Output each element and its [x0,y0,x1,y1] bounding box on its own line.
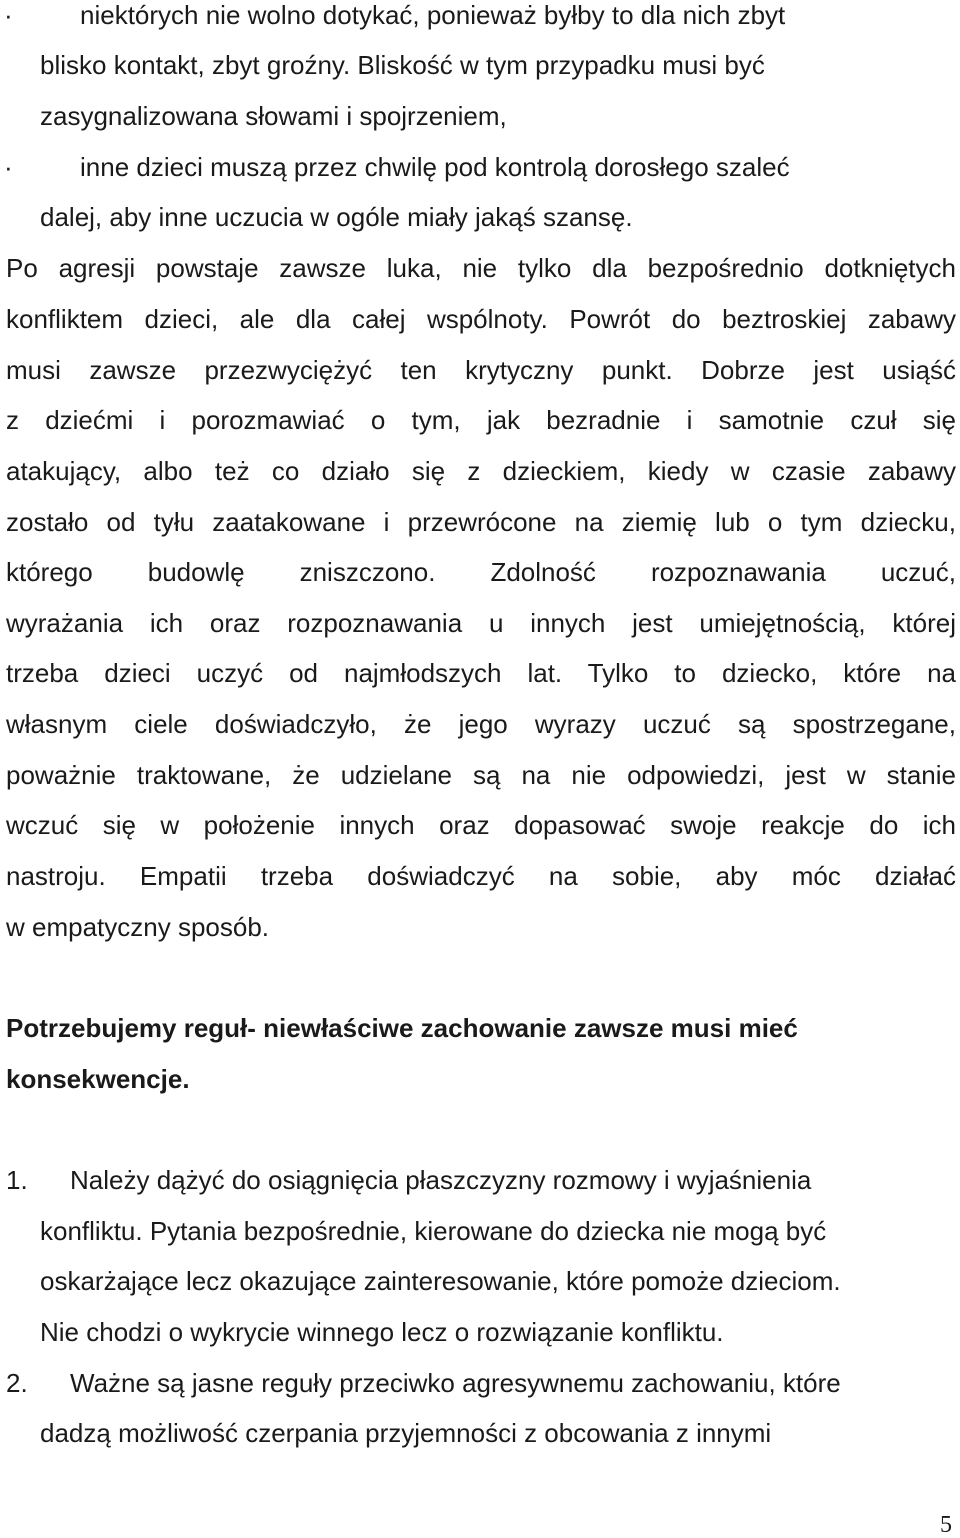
numbered-2-line-1: Ważne są jasne reguły przeciwko agresywnemu zachowaniu, które [70,1368,841,1398]
numbered-2-line-2: dadzą możliwość czerpania przyjemności z obcowania z innymi [40,1418,772,1448]
paragraph-line: poważnie traktowane, że udzielane są na nie odpowiedzi, jest w stanie [6,760,956,790]
paragraph-line: atakujący, albo też co działo się z dzieckiem, kiedy w czasie zabawy [6,456,956,486]
paragraph-line: wyrażania ich oraz rozpoznawania u innych jest umiejętnością, której [6,608,956,638]
paragraph-last-line: w empatyczny sposób. [6,912,270,942]
numbered-1-line-1: Należy dążyć do osiągnięcia płaszczyzny rozmowy i wyjaśnienia [70,1165,812,1195]
bullet-2-line-2: dalej, aby inne uczucia w ogóle miały jakąś szansę. [40,202,633,232]
paragraph-line: z dziećmi i porozmawiać o tym, jak bezradnie i samotnie czuł się [6,405,956,435]
list-number-2: 2. [6,1368,28,1398]
numbered-1-line-4: Nie chodzi o wykrycie winnego lecz o rozwiązanie konfliktu. [40,1317,724,1347]
bullet-1-line-2: blisko kontakt, zbyt groźny. Bliskość w tym przypadku musi być [40,50,765,80]
paragraph-line: którego budowlę zniszczono. Zdolność rozpoznawania uczuć, [6,557,956,587]
numbered-1-line-2: konfliktu. Pytania bezpośrednie, kierowane do dziecka nie mogą być [40,1216,827,1246]
paragraph-line: musi zawsze przezwyciężyć ten krytyczny punkt. Dobrze jest usiąść [6,355,956,385]
paragraph-line: nastroju. Empatii trzeba doświadczyć na sobie, aby móc działać [6,861,956,891]
paragraph-line: wczuć się w położenie innych oraz dopasować swoje reakcje do ich [6,810,956,840]
paragraph-line: konfliktem dzieci, ale dla całej wspólnoty. Powrót do beztroskiej zabawy [6,304,956,334]
bullet-2-line-1: inne dzieci muszą przez chwilę pod kontrolą dorosłego szaleć [80,152,790,182]
bullet-marker: · [4,0,13,30]
paragraph-line: Po agresji powstaje zawsze luka, nie tylko dla bezpośrednio dotkniętych [6,253,956,283]
bullet-1-line-3: zasygnalizowana słowami i spojrzeniem, [40,101,507,131]
paragraph-line: trzeba dzieci uczyć od najmłodszych lat. Tylko to dziecko, które na [6,658,956,688]
bullet-1-line-1: niektórych nie wolno dotykać, ponieważ byłby to dla nich zbyt [80,0,786,30]
section-heading-line-2: konsekwencje. [6,1064,190,1094]
list-number-1: 1. [6,1165,28,1195]
paragraph-line: zostało od tyłu zaatakowane i przewrócone na ziemię lub o tym dziecku, [6,507,956,537]
paragraph-line: własnym ciele doświadczyło, że jego wyrazy uczuć są spostrzegane, [6,709,956,739]
section-heading-line-1: Potrzebujemy reguł- niewłaściwe zachowanie zawsze musi mieć [6,1013,798,1043]
bullet-marker: · [4,152,13,182]
numbered-1-line-3: oskarżające lecz okazujące zainteresowanie, które pomoże dzieciom. [40,1266,841,1296]
page-number: 5 [940,1512,952,1538]
